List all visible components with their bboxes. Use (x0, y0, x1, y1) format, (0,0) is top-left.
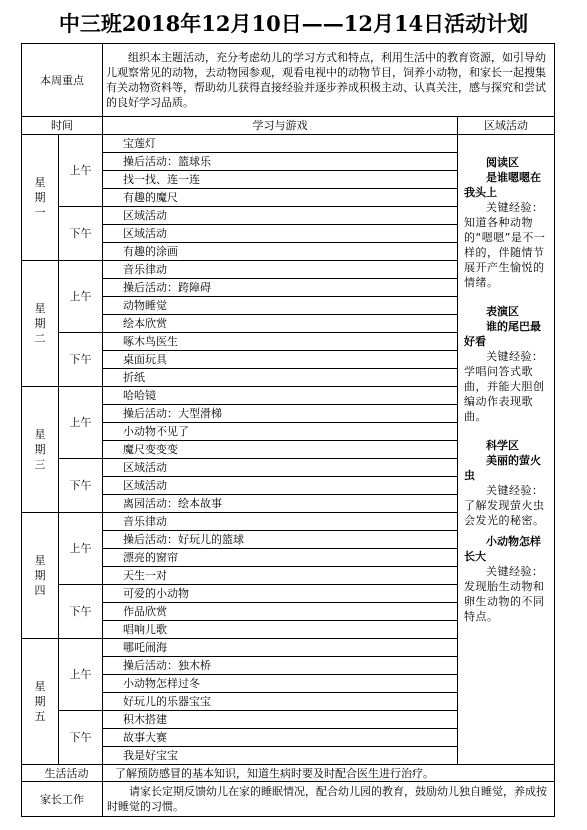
half-day-label: 上午 (59, 135, 103, 207)
area-reading-sub: 是谁嗯嗯在我头上 (464, 171, 541, 199)
activity-item: 可爱的小动物 (103, 585, 458, 603)
activity-item: 哪吒闹海 (103, 639, 458, 657)
life-text: 了解预防感冒的基本知识，知道生病时要及时配合医生进行治疗。 (103, 765, 555, 782)
activity-item: 我是好宝宝 (103, 747, 458, 765)
half-day-label: 下午 (59, 459, 103, 513)
activity-item: 操后活动：好玩儿的篮球 (103, 531, 458, 549)
activity-item: 折纸 (103, 369, 458, 387)
activity-item: 桌面玩具 (103, 351, 458, 369)
weekly-focus-row (22, 44, 555, 117)
activity-item: 作品欣赏 (103, 603, 458, 621)
activity-item: 音乐律动 (103, 513, 458, 531)
activity-item: 离园活动：绘本故事 (103, 495, 458, 513)
half-day-label: 上午 (59, 639, 103, 711)
half-day-label: 上午 (59, 513, 103, 585)
header-time: 时间 (22, 117, 103, 135)
half-day-label: 下午 (59, 333, 103, 387)
activity-item: 有趣的涂画 (103, 243, 458, 261)
half-day-label: 上午 (59, 387, 103, 459)
area-perform-title: 表演区 (486, 305, 519, 318)
activity-item: 天生一对 (103, 567, 458, 585)
activity-item: 区域活动 (103, 225, 458, 243)
activity-item: 区域活动 (103, 477, 458, 495)
activity-item: 操后活动：大型滑梯 (103, 405, 458, 423)
activity-item: 故事大赛 (103, 729, 458, 747)
day-label: 星 期 四 (22, 513, 59, 639)
area-reading-title: 阅读区 (486, 156, 519, 169)
activity-item: 宝莲灯 (103, 135, 458, 153)
parent-label: 家长工作 (22, 782, 103, 817)
header-learning: 学习与游戏 (103, 117, 458, 135)
day-label: 星 期 五 (22, 639, 59, 765)
area-perform-sub: 谁的尾巴最好看 (464, 320, 541, 348)
activity-item: 操后活动：跨障碍 (103, 279, 458, 297)
activity-item: 区域活动 (103, 459, 458, 477)
weekly-focus-label: 本周重点 (22, 44, 103, 117)
activity-item: 绘本欣赏 (103, 315, 458, 333)
area-reading-key: 关键经验：知道各种动物的“嗯嗯”是不一样的，伴随情节展开产生愉悦的情绪。 (464, 201, 546, 289)
day-label: 星 期 三 (22, 387, 59, 513)
parent-row (22, 782, 555, 817)
activity-item: 操后活动：篮球乐 (103, 153, 458, 171)
activity-item: 哈哈镜 (103, 387, 458, 405)
area-science-key1: 关键经验：了解发现萤火虫会发光的秘密。 (464, 484, 545, 527)
activity-item: 魔尺变变变 (103, 441, 458, 459)
activity-item: 小动物怎样过冬 (103, 675, 458, 693)
header-area: 区域活动 (458, 117, 555, 135)
area-science-key2: 关键经验：发现胎生动物和卵生动物的不同特点。 (464, 565, 545, 623)
activity-item: 操后活动：独木桥 (103, 657, 458, 675)
activity-item: 区域活动 (103, 207, 458, 225)
activity-item: 唱响儿歌 (103, 621, 458, 639)
plan-table (21, 43, 555, 817)
activity-item: 小动物不见了 (103, 423, 458, 441)
activity-item: 音乐律动 (103, 261, 458, 279)
activity-item: 有趣的魔尺 (103, 189, 458, 207)
activity-item: 动物睡觉 (103, 297, 458, 315)
activity-row (22, 135, 555, 153)
area-activities (458, 135, 555, 765)
activity-item: 积木搭建 (103, 711, 458, 729)
half-day-label: 下午 (59, 711, 103, 765)
header-row (22, 117, 555, 135)
page-title: 中三班2018年12月10日——12月14日活动计划 (58, 11, 529, 36)
area-perform-key: 关键经验：学唱问答式歌曲，并能大胆创编动作表现歌曲。 (464, 350, 545, 423)
activity-item: 好玩儿的乐器宝宝 (103, 693, 458, 711)
parent-text: 请家长定期反馈幼儿在家的睡眠情况，配合幼儿园的教育，鼓励幼儿独自睡觉，养成按时睡觉的习惯。 (103, 782, 555, 817)
activity-item: 漂亮的窗帘 (103, 549, 458, 567)
activity-item: 啄木鸟医生 (103, 333, 458, 351)
area-science-sub2: 小动物怎样长大 (464, 535, 541, 563)
area-science-title: 科学区 (486, 439, 519, 452)
life-label: 生活活动 (22, 765, 103, 782)
area-science-sub1: 美丽的萤火虫 (464, 454, 541, 482)
activity-item: 找一找、连一连 (103, 171, 458, 189)
half-day-label: 下午 (59, 585, 103, 639)
half-day-label: 上午 (59, 261, 103, 333)
half-day-label: 下午 (59, 207, 103, 261)
life-row (22, 765, 555, 782)
weekly-focus-text: 组织本主题活动，充分考虑幼儿的学习方式和特点，利用生活中的教育资源，如引导幼儿观察常见的动物，去动物园参观，观看电视中的动物节目，饲养小动物，和家长一起搜集有关动物资料等，帮助幼儿获得直接经验并逐步养成积极主动、认真关注，感与探究和尝试的良好学习品质。 (103, 44, 555, 117)
day-label: 星 期 一 (22, 135, 59, 261)
day-label: 星 期 二 (22, 261, 59, 387)
